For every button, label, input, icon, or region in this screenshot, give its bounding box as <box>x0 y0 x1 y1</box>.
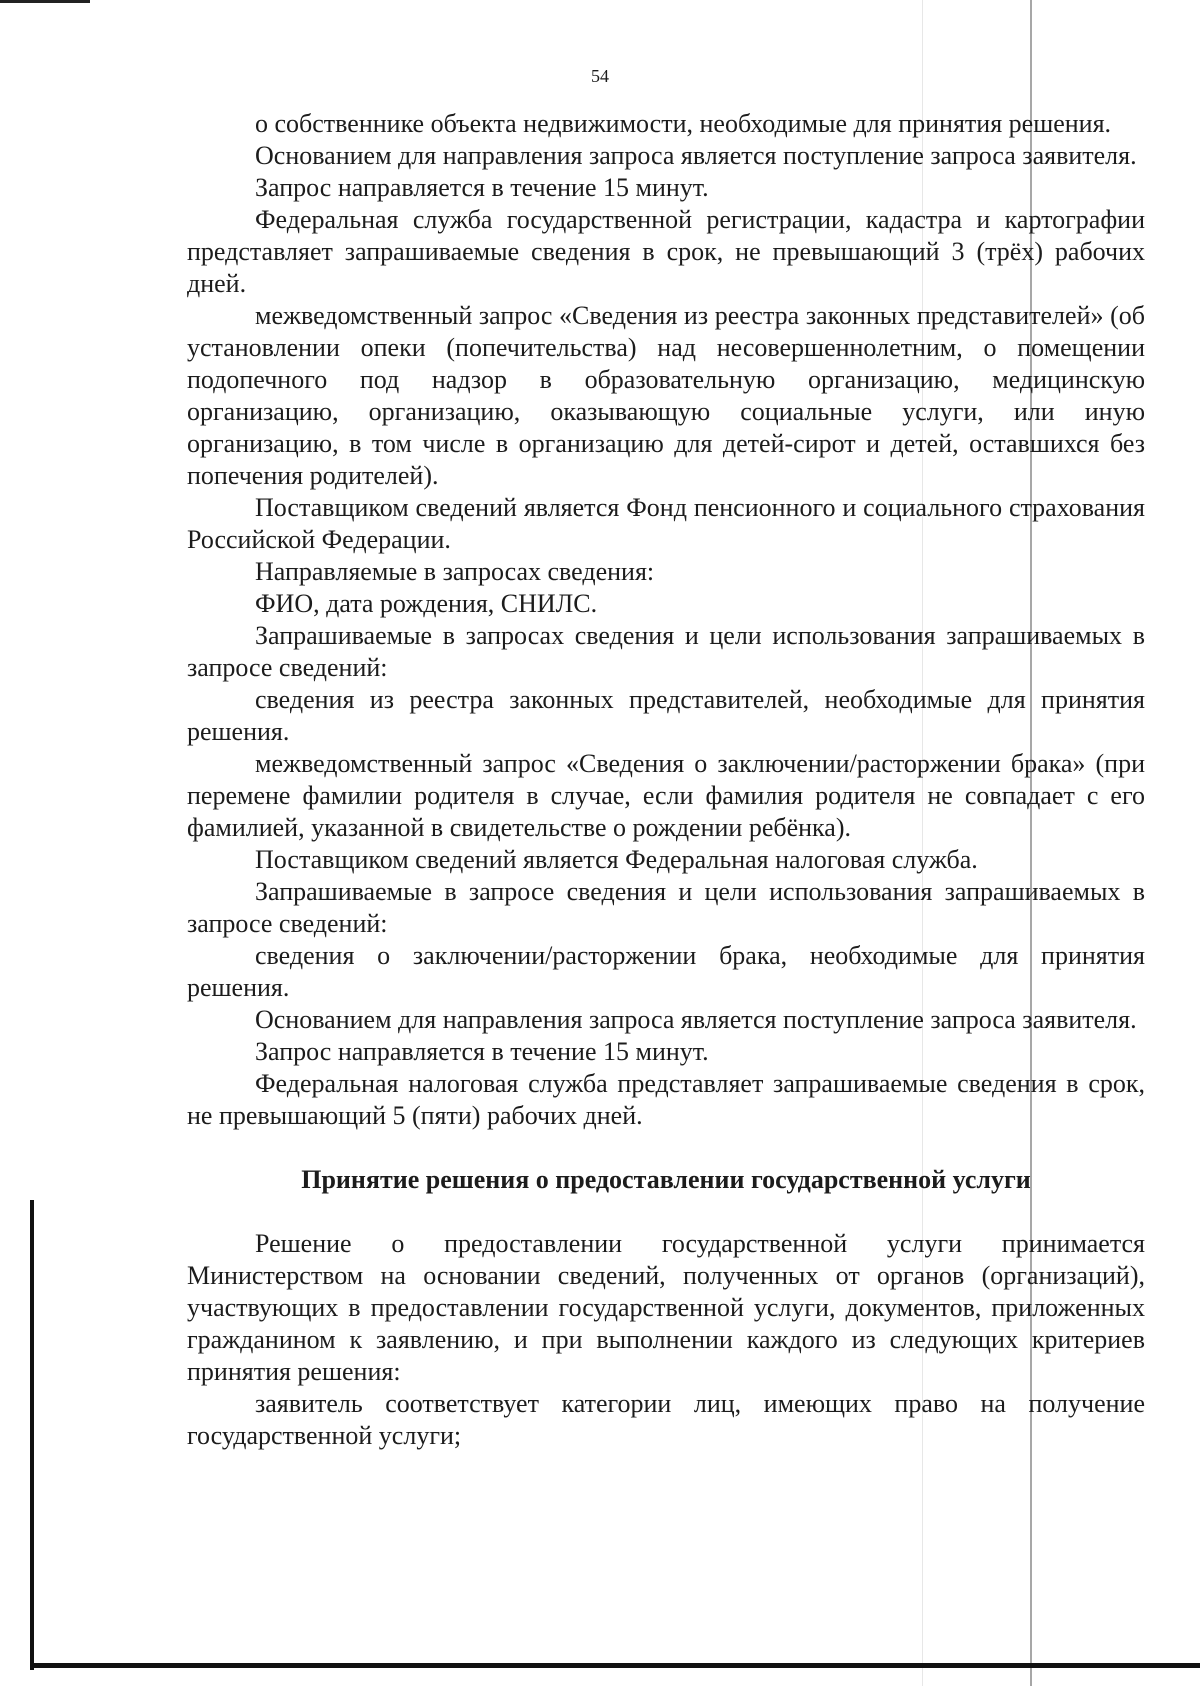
paragraph: Поставщиком сведений является Федеральная налоговая служба. <box>255 845 978 874</box>
paragraph: межведомственный запрос «Сведения о заключении/расторжении брака» (при перемене фамилии родителя в случае, если фамилия родителя не совпадает с его фамилией, указанной в свидетельстве о рождении ребёнка). <box>187 749 1145 842</box>
paragraph: Федеральная служба государственной регистрации, кадастра и картографии представляет запрашиваемые сведения в срок, не превышающий 3 (трёх) рабочих дней. <box>187 205 1145 298</box>
paragraph: Решение о предоставлении государственной услуги принимается Министерством на основании сведений, полученных от органов (организаций), участвующих в предоставлении государственной услуги, документов, приложенных гражданином к заявлению, и при выполнении каждого из следующих критериев принятия решения: <box>187 1229 1145 1386</box>
paragraph: Основанием для направления запроса является поступление запроса заявителя. <box>255 141 1137 170</box>
paragraph: Федеральная налоговая служба представляет запрашиваемые сведения в срок, не превышающий 5 (пяти) рабочих дней. <box>187 1069 1145 1130</box>
paragraph: Запрос направляется в течение 15 минут. <box>255 1037 709 1066</box>
paragraph: заявитель соответствует категории лиц, имеющих право на получение государственной услуги; <box>187 1389 1145 1450</box>
scan-bottom-edge <box>30 1663 1200 1668</box>
paragraph: Поставщиком сведений является Фонд пенсионного и социального страхования Российской Федерации. <box>187 493 1145 554</box>
paragraph: Запрашиваемые в запросе сведения и цели использования запрашиваемых в запросе сведений: <box>187 877 1145 938</box>
scan-edge-mark <box>0 0 90 3</box>
scan-left-edge <box>30 1200 34 1670</box>
paragraph: Запрос направляется в течение 15 минут. <box>255 173 709 202</box>
document-body <box>187 108 1145 1452</box>
paragraph: Запрашиваемые в запросах сведения и цели использования запрашиваемых в запросе сведений: <box>187 621 1145 682</box>
paragraph: Направляемые в запросах сведения: <box>255 557 655 586</box>
paragraph: Основанием для направления запроса является поступление запроса заявителя. <box>255 1005 1137 1034</box>
paragraph: межведомственный запрос «Сведения из реестра законных представителей» (об установлении опеки (попечительства) над несовершеннолетним, о помещении подопечного под надзор в образовательную организацию, медицинскую организацию, организацию, оказывающую социальные услуги, или иную организацию, в том числе в организацию для детей-сирот и детей, оставшихся без попечения родителей). <box>187 301 1145 490</box>
section-heading: Принятие решения о предоставлении государственной услуги <box>301 1165 1031 1194</box>
page-number: 54 <box>591 66 609 86</box>
paragraph: сведения о заключении/расторжении брака, необходимые для принятия решения. <box>187 941 1145 1002</box>
paragraph: о собственнике объекта недвижимости, необходимые для принятия решения. <box>255 109 1112 138</box>
paragraph: ФИО, дата рождения, СНИЛС. <box>255 589 598 618</box>
paragraph: сведения из реестра законных представителей, необходимые для принятия решения. <box>187 685 1145 746</box>
